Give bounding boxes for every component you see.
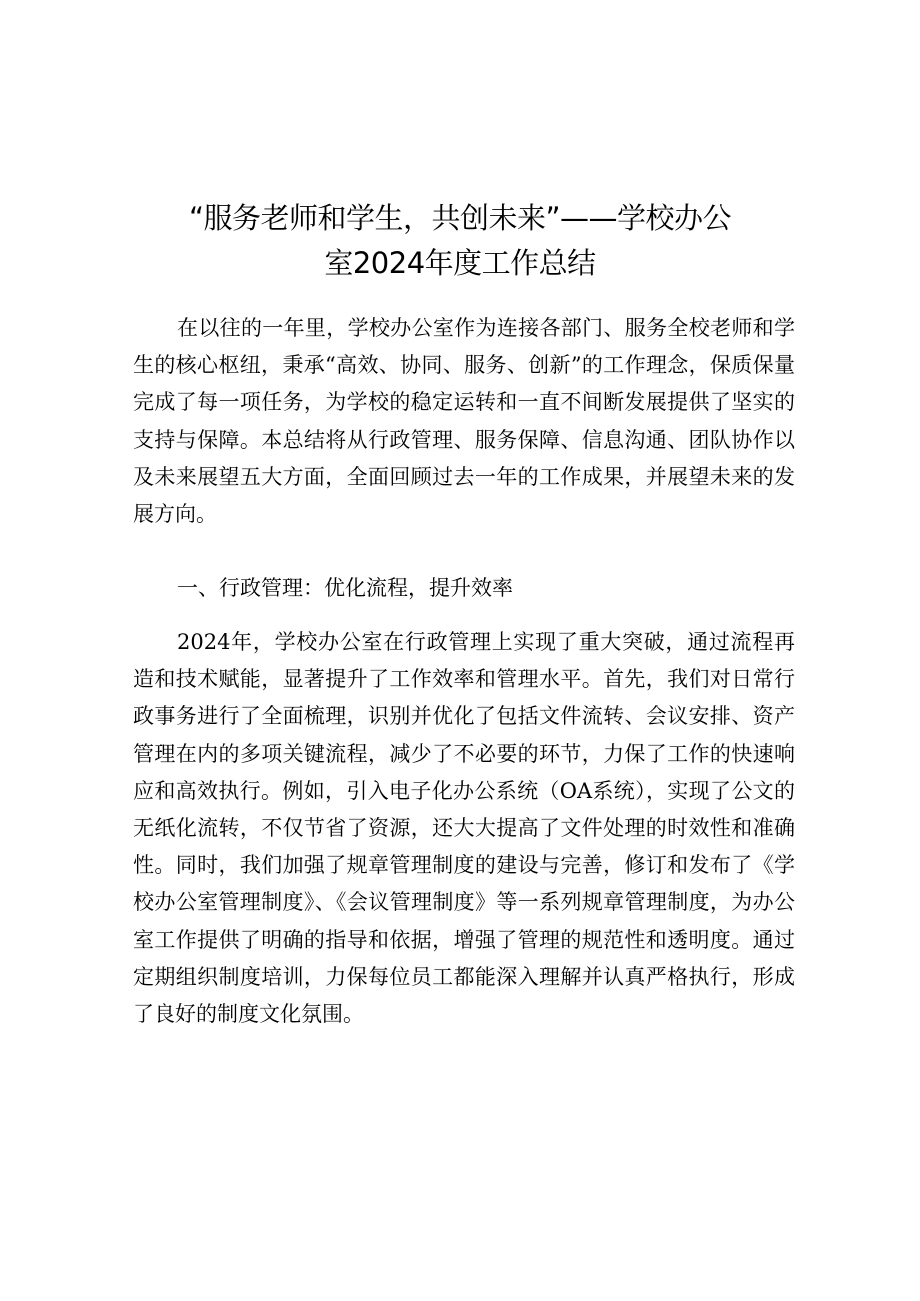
section-heading-administration: 一、行政管理：优化流程，提升效率	[177, 576, 513, 600]
title-line-2: 室2024年度工作总结	[324, 246, 596, 280]
intro-paragraph: 在以往的一年里，学校办公室作为连接各部门、服务全校老师和学生的核心枢纽，秉承“高效、协同、服务、创新”的工作理念，保质保量完成了每一项任务，为学校的稳定运转和一直不间断发展提供了坚实的支持与保障。本总结将从行政管理、服务保障、信息沟通、团队协作以及未来展望五大方面，全面回顾过去一年的工作成果，并展望未来的发展方向。	[133, 316, 795, 527]
document-title	[120, 196, 800, 286]
title-line-1: “服务老师和学生，共创未来”——学校办公	[188, 201, 732, 235]
section-body-administration: 2024年，学校办公室在行政管理上实现了重大突破，通过流程再造和技术赋能，显著提升了工作效率和管理水平。首先，我们对日常行政事务进行了全面梳理，识别并优化了包括文件流转、会议安排、资产管理在内的多项关键流程，减少了不必要的环节，力保了工作的快速响应和高效执行。例如，引入电子化办公系统（OA系统），实现了公文的无纸化流转，不仅节省了资源，还大大提高了文件处理的时效性和准确性。同时，我们加强了规章管理制度的建设与完善，修订和发布了《学校办公室管理制度》、《会议管理制度》等一系列规章管理制度，为办公室工作提供了明确的指导和依据，增强了管理的规范性和透明度。通过定期组织制度培训，力保每位员工都能深入理解并认真严格执行，形成了良好的制度文化氛围。	[133, 630, 795, 1027]
